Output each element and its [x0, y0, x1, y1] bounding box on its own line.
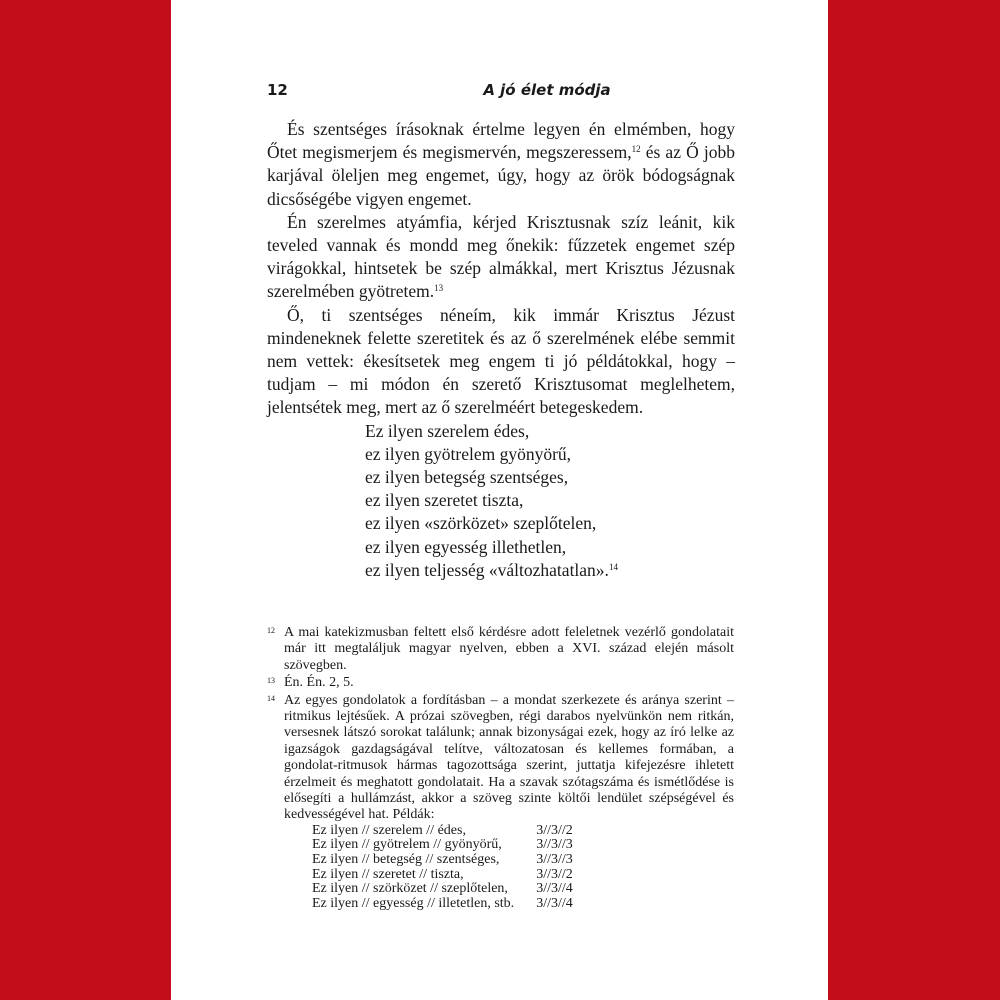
footnote-marker: 12 [631, 144, 641, 155]
poem-line-last [365, 559, 735, 582]
footnote-text: A mai katekizmusban feltett első kérdésre adott feleletnek vezérlő gondolatait már itt megtaláljuk magyar nyelven, ebben a XVI. század elején másolt szövegben. [284, 625, 734, 673]
poem-line: ez ilyen szeretet tiszta, [365, 490, 524, 511]
paragraph-text: Én szerelmes atyámfia, kérjed Krisztusnak szíz leánit, kik teveled vannak és mondd meg őnekik: fűzzetek engemet szép virágokkal, hintsetek be szép almákkal, mert Krisztus Jézusnak szerelmében gyötretem. [267, 211, 735, 302]
poem-line: ez ilyen teljesség «változhatatlan». [365, 559, 609, 580]
paragraph [267, 304, 735, 420]
scansion-line: Ez ilyen // szeretet // tiszta, [312, 866, 464, 882]
footnote-text: Én. Én. 2, 5. [284, 675, 354, 691]
running-title: A jó élet módja [483, 81, 611, 99]
table-row [312, 824, 573, 839]
footnote-marker: 13 [434, 283, 444, 294]
poem [267, 420, 735, 582]
page-number: 12 [267, 81, 288, 99]
paragraph [267, 118, 735, 211]
table-row [312, 838, 573, 853]
main-text [267, 118, 735, 582]
scansion-line: Ez ilyen // szörközet // szeplőtelen, [312, 881, 508, 897]
scansion-table [312, 824, 573, 912]
scansion-meter: 3//3//3 [536, 837, 573, 853]
footnotes [267, 625, 734, 912]
scansion-meter: 3//3//2 [536, 866, 573, 882]
footnote [267, 675, 734, 691]
scansion-meter: 3//3//3 [536, 852, 573, 868]
paragraph-text: És szentséges írásoknak értelme legyen én elmémben, hogy Őtet megismerjem és megismervén, megszeressem, [267, 119, 735, 163]
footnote-marker: 14 [608, 561, 618, 572]
paragraph-text: Ő, ti szentséges néneím, kik immár Krisztus Jézust mindeneknek felette szeretitek és az ő szerelmének elébe semmit nem vettek: ékesítsetek meg engem ti jó példátokkal, hogy – tudjam – mi módon én szerető Krisztusomat meglelhetem, jelentsétek meg, mert az ő szerelméért betegeskedem. [267, 304, 735, 418]
poem-line: ez ilyen gyötrelem gyönyörű, [365, 443, 572, 464]
table-row [312, 853, 573, 868]
footnote-number: 14 [267, 693, 275, 703]
scansion-meter: 3//3//4 [536, 895, 573, 911]
table-row [312, 868, 573, 883]
scansion-line: Ez ilyen // szerelem // édes, [312, 822, 466, 838]
poem-line: ez ilyen egyesség illethetlen, [365, 536, 567, 557]
scansion-line: Ez ilyen // betegség // szentséges, [312, 852, 500, 868]
footnote-text: Az egyes gondolatok a fordításban – a mondat szerkezete és aránya szerint – ritmikus lejtésűek. A prózai szövegben, régi darabos nyelvünkön nem ritkán, versesnek látszó sorokat találunk; annak bizonyságai ezek, hogy az író lelke az igazságok gazdagságával telítve, változatosan és kellemes formában, a gondolat-ritmusok hármas tagozottsága szerint, juttatja kifejezésre ihletett érzelmeit és meghatott gondolatait. Ha a szavak szótagszáma és ismétlődése is elősegíti a hullámzást, akkor a szöveg szinte költői lendület szépségével és kedvességével hat. Példák: [284, 692, 734, 823]
paragraph-text-cont: és az Ő jobb karjával öleljen meg engemet, úgy, hogy az örök bódogságnak dicsőségébe vigyen engemet. [267, 142, 735, 209]
scansion-line: Ez ilyen // gyötrelem // gyönyörű, [312, 837, 502, 853]
scansion-meter: 3//3//4 [536, 881, 573, 897]
footnote-number: 12 [267, 626, 275, 635]
scansion-line: Ez ilyen // egyesség // illetetlen, stb. [312, 895, 515, 911]
paragraph [267, 211, 735, 304]
page-header [267, 81, 727, 103]
book-page [171, 0, 828, 1000]
poem-line: ez ilyen betegség szentséges, [365, 467, 569, 488]
poem-line: ez ilyen «szörközet» szeplőtelen, [365, 513, 597, 534]
table-row [312, 897, 573, 912]
footnote-number: 13 [267, 676, 275, 686]
footnote [267, 625, 734, 674]
scansion-meter: 3//3//2 [536, 822, 573, 838]
poem-line: Ez ilyen szerelem édes, [365, 420, 530, 441]
footnote [267, 693, 734, 912]
table-row [312, 882, 573, 897]
